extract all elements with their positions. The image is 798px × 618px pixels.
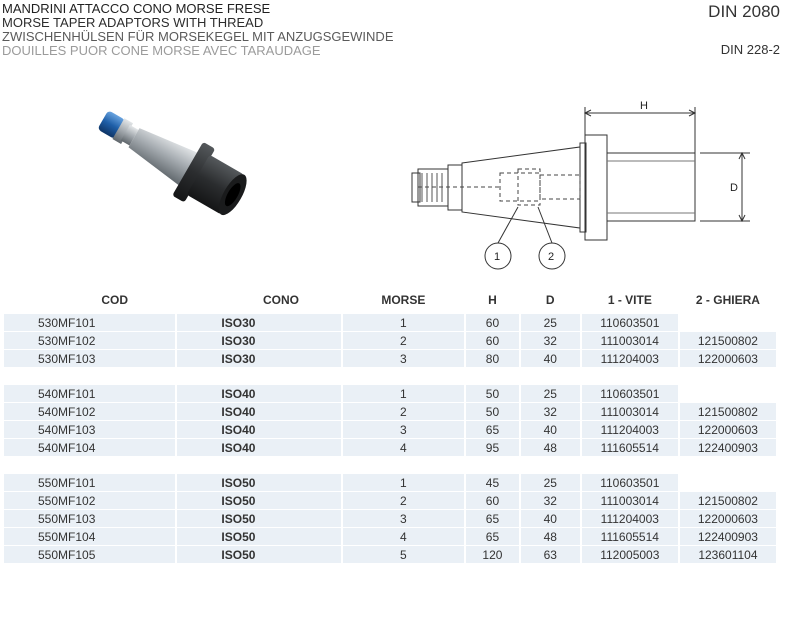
cell-d: 40 (521, 421, 580, 438)
cell-h: 65 (466, 510, 519, 527)
cell-d: 25 (521, 474, 580, 491)
spec-table (2, 290, 778, 564)
header-d: D (545, 293, 555, 307)
cell-h: 45 (466, 474, 519, 491)
table-header-row (4, 291, 776, 313)
group-spacer (4, 457, 776, 473)
cell-cod: 530MF101 (4, 314, 175, 331)
cell-ghiera: 122000603 (680, 421, 776, 438)
cell-morse: 4 (343, 528, 465, 545)
table-row (4, 528, 776, 545)
cell-cod: 540MF104 (4, 439, 175, 456)
header-vite: 1 - VITE (607, 293, 652, 307)
cell-cono: ISO30 (177, 314, 340, 331)
cell-ghiera: 122000603 (680, 510, 776, 527)
cell-ghiera (680, 314, 776, 331)
cell-cono: ISO30 (177, 332, 340, 349)
cell-ghiera: 122400903 (680, 528, 776, 545)
spacer-cell (4, 368, 776, 384)
cell-d: 40 (521, 350, 580, 367)
cell-cono: ISO40 (177, 385, 340, 402)
header-h: H (488, 293, 497, 307)
table-row (4, 439, 776, 456)
cell-morse: 1 (343, 474, 465, 491)
cell-cod: 550MF103 (4, 510, 175, 527)
cell-cod: 540MF103 (4, 421, 175, 438)
cell-h: 60 (466, 492, 519, 509)
header-ghiera: 2 - GHIERA (695, 293, 760, 307)
cell-cono: ISO50 (177, 474, 340, 491)
header-morse: MORSE (381, 293, 426, 307)
cell-vite: 111204003 (582, 421, 678, 438)
group-spacer (4, 368, 776, 384)
cell-ghiera: 121500802 (680, 403, 776, 420)
callout-2: 2 (548, 251, 555, 263)
cell-h: 80 (466, 350, 519, 367)
cell-cono: ISO40 (177, 403, 340, 420)
title-french: DOUILLES PUOR CONE MORSE AVEC TARAUDAGE (2, 43, 321, 58)
table-row (4, 474, 776, 491)
cell-cod: 530MF103 (4, 350, 175, 367)
table-body (4, 314, 776, 563)
cell-morse: 5 (343, 546, 465, 563)
title-english: MORSE TAPER ADAPTORS WITH THREAD (2, 15, 264, 30)
cell-vite: 112005003 (582, 546, 678, 563)
cell-cono: ISO50 (177, 546, 340, 563)
cell-vite: 111003014 (582, 332, 678, 349)
cell-ghiera: 121500802 (680, 332, 776, 349)
cell-h: 120 (466, 546, 519, 563)
title-block (2, 2, 394, 58)
table-row (4, 421, 776, 438)
cell-d: 25 (521, 385, 580, 402)
cell-morse: 2 (343, 332, 465, 349)
product-photo (70, 90, 290, 250)
cell-morse: 1 (343, 314, 465, 331)
cell-ghiera: 122400903 (680, 439, 776, 456)
cell-d: 32 (521, 332, 580, 349)
cell-cod: 550MF105 (4, 546, 175, 563)
dim-d-label: D (730, 182, 738, 194)
cell-vite: 110603501 (582, 314, 678, 331)
cell-cod: 550MF101 (4, 474, 175, 491)
spacer-cell (4, 457, 776, 473)
table-row (4, 314, 776, 331)
table-row (4, 510, 776, 527)
title-italian: MANDRINI ATTACCO CONO MORSE FRESE (2, 1, 271, 16)
cell-d: 32 (521, 403, 580, 420)
table-row (4, 492, 776, 509)
callout-1: 1 (494, 251, 501, 263)
cell-ghiera: 123601104 (680, 546, 776, 563)
cell-cono: ISO50 (177, 528, 340, 545)
cell-vite: 111605514 (582, 439, 678, 456)
cell-cono: ISO40 (177, 421, 340, 438)
cell-morse: 1 (343, 385, 465, 402)
cell-d: 48 (521, 528, 580, 545)
cell-morse: 2 (343, 403, 465, 420)
cell-cono: ISO30 (177, 350, 340, 367)
cell-h: 95 (466, 439, 519, 456)
cell-d: 48 (521, 439, 580, 456)
cell-vite: 111003014 (582, 492, 678, 509)
cell-ghiera: 121500802 (680, 492, 776, 509)
substandard-label: DIN 228-2 (720, 42, 780, 57)
cell-h: 50 (466, 385, 519, 402)
cell-cod: 550MF102 (4, 492, 175, 509)
cell-cod: 540MF102 (4, 403, 175, 420)
cell-vite: 111003014 (582, 403, 678, 420)
cell-h: 65 (466, 421, 519, 438)
cell-h: 60 (466, 332, 519, 349)
cell-h: 65 (466, 528, 519, 545)
title-german: ZWISCHENHÜLSEN FÜR MORSEKEGEL MIT ANZUGSGEWINDE (2, 29, 394, 44)
cell-morse: 2 (343, 492, 465, 509)
cell-d: 63 (521, 546, 580, 563)
cell-morse: 3 (343, 421, 465, 438)
cell-cod: 530MF102 (4, 332, 175, 349)
cell-cono: ISO50 (177, 510, 340, 527)
cell-h: 50 (466, 403, 519, 420)
table-row (4, 546, 776, 563)
cell-h: 60 (466, 314, 519, 331)
cell-ghiera (680, 385, 776, 402)
cell-morse: 3 (343, 510, 465, 527)
cell-vite: 110603501 (582, 385, 678, 402)
cell-morse: 3 (343, 350, 465, 367)
cell-d: 25 (521, 314, 580, 331)
cell-cono: ISO50 (177, 492, 340, 509)
header-cod: COD (101, 293, 129, 307)
cell-vite: 111204003 (582, 510, 678, 527)
dim-h-label: H (640, 100, 648, 112)
cell-vite: 111605514 (582, 528, 678, 545)
table-row (4, 385, 776, 402)
cell-morse: 4 (343, 439, 465, 456)
table-row (4, 403, 776, 420)
cell-cono: ISO40 (177, 439, 340, 456)
cell-cod: 550MF104 (4, 528, 175, 545)
cell-vite: 111204003 (582, 350, 678, 367)
standard-label: DIN 2080 (708, 2, 780, 21)
cell-ghiera (680, 474, 776, 491)
cell-vite: 110603501 (582, 474, 678, 491)
table-row (4, 332, 776, 349)
technical-drawing (400, 95, 790, 275)
cell-d: 32 (521, 492, 580, 509)
cell-cod: 540MF101 (4, 385, 175, 402)
cell-d: 40 (521, 510, 580, 527)
table-row (4, 350, 776, 367)
header-cono: CONO (262, 293, 299, 307)
cell-ghiera: 122000603 (680, 350, 776, 367)
